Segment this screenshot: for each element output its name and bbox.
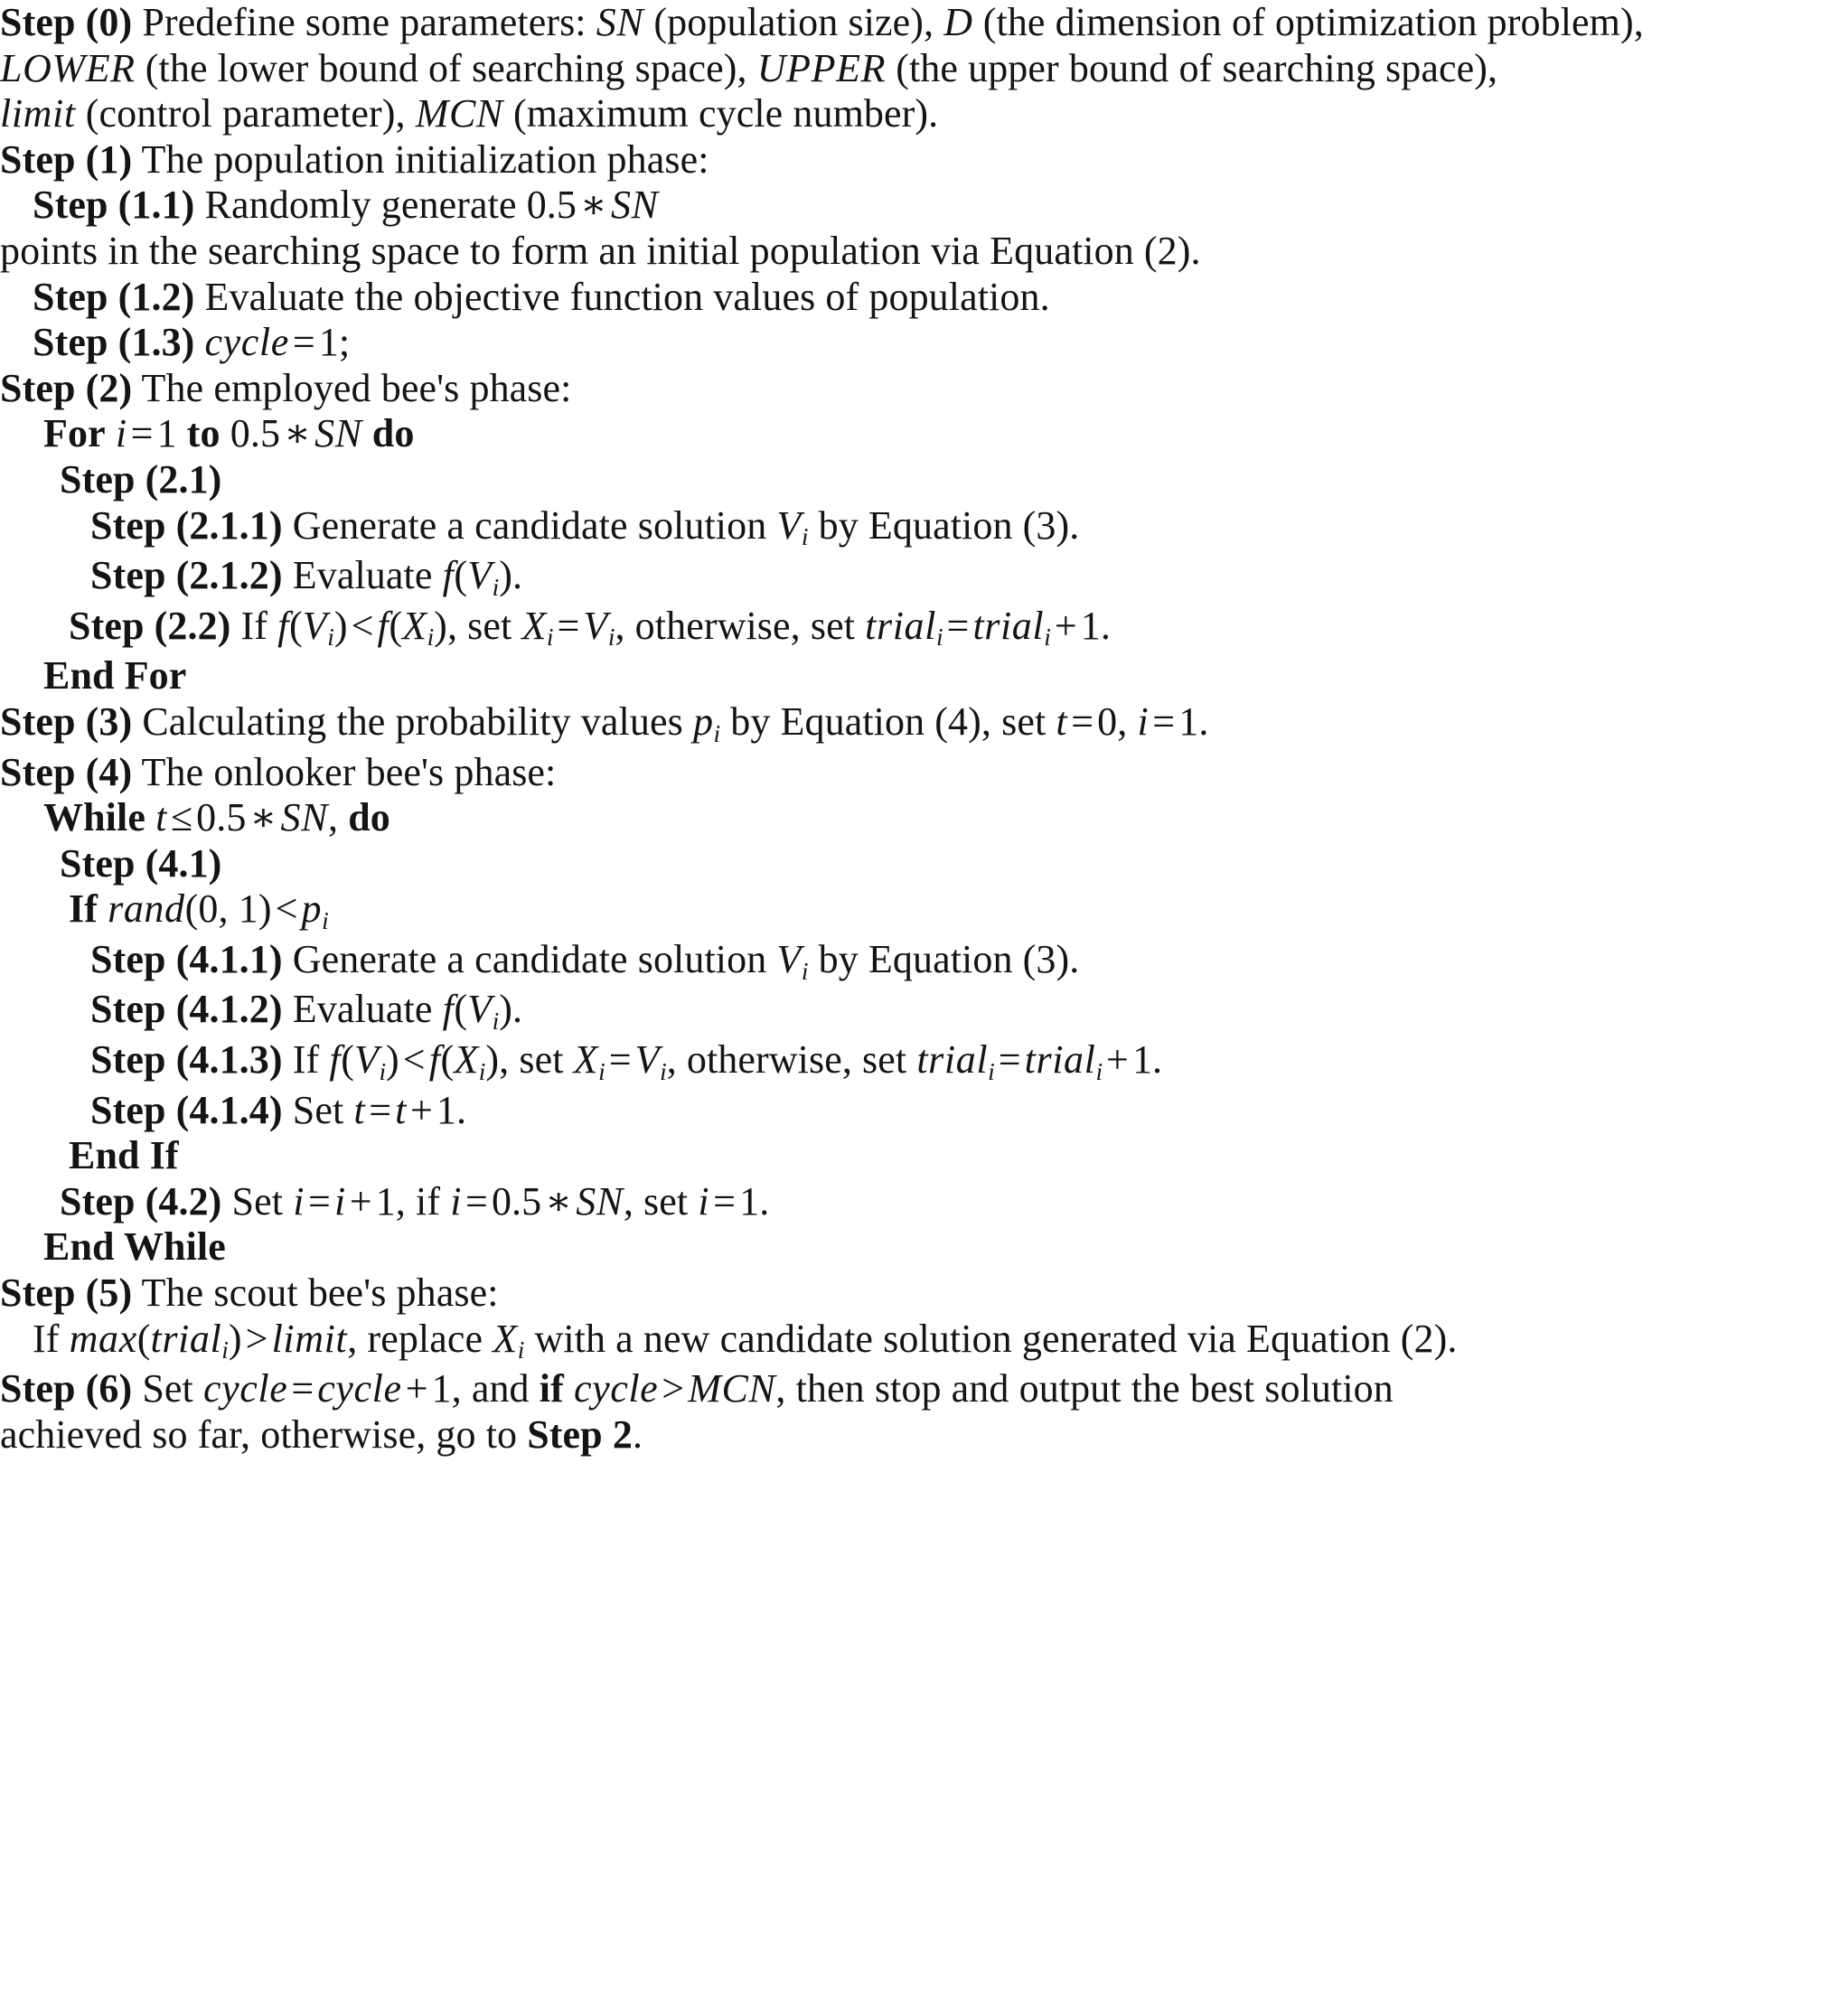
pseudocode-line-step-0-cont2 [0, 91, 1821, 137]
pseudocode-line-step-1-1: Step (1.1) Randomly generate 0.5∗SN [33, 183, 659, 228]
keyword-end-for: End For [43, 653, 187, 699]
expr-f-v-i: f [442, 553, 455, 598]
pseudocode-line-end-for [43, 653, 1821, 699]
text-and: , and [451, 1366, 530, 1411]
symbol-sn: SN [314, 411, 362, 456]
pseudocode-line-for-open: For i=1 to 0.5∗SN do [43, 411, 415, 456]
text-set: Set [292, 1087, 344, 1132]
line-text-pop: (population size), [653, 0, 934, 44]
symbol-sn: SN [611, 183, 659, 228]
text-set: Set [142, 1366, 193, 1411]
keyword-if: If [69, 886, 98, 932]
step-label: Step (6) [0, 1366, 133, 1411]
line-text-ctrl: (control parameter), [85, 91, 406, 136]
symbol-upper: UPPER [756, 45, 887, 90]
keyword-end-while: End While [43, 1224, 226, 1270]
step-label: Step (4.2) [60, 1178, 222, 1224]
text-otherwise: , otherwise, set [615, 603, 856, 648]
pseudocode-line-step-2-1-1 [90, 503, 1821, 554]
period: . [1152, 1037, 1163, 1083]
symbol-sn: SN [596, 0, 644, 44]
function-rand: rand [108, 886, 185, 932]
value-half: 0.5 [526, 183, 577, 228]
step-label: Step (2.2) [69, 603, 231, 648]
text-set: , set [499, 1037, 564, 1083]
step-label: Step (4.1.3) [90, 1037, 283, 1083]
keyword-if: If [33, 1316, 60, 1361]
keyword-while: While [43, 795, 145, 840]
function-max: max [69, 1316, 137, 1361]
line-text-upper: (the upper bound of searching space), [896, 45, 1498, 90]
step-label: Step (5) [0, 1271, 133, 1316]
line-text: Generate a candidate solution [292, 936, 767, 981]
line-text: The scout bee's phase: [141, 1271, 499, 1316]
pseudocode-line-step-6-cont [0, 1412, 1821, 1458]
symbol-limit: limit [0, 91, 76, 136]
pseudocode-line-if-open: If rand(0, $1)<p_i$ [69, 886, 329, 934]
line-text: Evaluate [292, 987, 433, 1032]
period: . [456, 1087, 467, 1132]
text-otherwise: , otherwise, set [666, 1037, 907, 1083]
line-text: Evaluate [292, 553, 433, 598]
pseudocode-line-step-0-cont1 [0, 46, 1821, 92]
symbol-mcn: MCN [415, 91, 503, 136]
pseudocode-line-step-6: Step (6) Set cycle=cycle+1, and if cycle>MCN, then stop and output the best solution [0, 1366, 1394, 1411]
text-then: , then stop and output the best solution [775, 1366, 1394, 1411]
symbol-t: t [155, 795, 167, 840]
keyword-if-lower: if [539, 1366, 564, 1411]
line-text-lower: (the lower bound of searching space), [145, 45, 747, 90]
pseudocode-line-while-open: While t≤0.5∗SN, do [43, 795, 390, 840]
pseudocode-line-step-1 [0, 137, 1821, 183]
reference-step-2: Step 2 [527, 1411, 633, 1457]
pseudocode-line-step-4-1-3: Step (4.1.3) If $f(V_i)<f(X_i)$, set $X_i=V_i$, otherwise, set trial$_i$=trial$_i$+1. [90, 1037, 1163, 1085]
step-label: Step (4) [0, 749, 133, 794]
pseudocode-line-step-4-1-2: Step (4.1.2) Evaluate $f(V_i)$. [90, 987, 523, 1036]
text-replace: , replace [347, 1316, 483, 1361]
pseudocode-line-step-3: Step (3) Calculating the probability values $p_i$ by Equation (4), set t=0, i=1. [0, 699, 1209, 747]
symbol-v-i: $V_i$ [776, 502, 809, 551]
period: . [1100, 603, 1111, 648]
step-label: Step (1.1) [33, 183, 195, 228]
pseudocode-line-end-while [43, 1224, 1821, 1271]
period: . [759, 1178, 770, 1224]
step-label: Step (1.3) [33, 320, 195, 365]
pseudocode-line-step-0 [0, 0, 1821, 46]
step-label: Step (4.1.4) [90, 1087, 283, 1132]
step-label: Step (4.1) [60, 840, 222, 886]
period: . [512, 987, 523, 1032]
line-text-end: by Equation (3). [818, 936, 1080, 981]
symbol-cycle: cycle [202, 1366, 288, 1411]
pseudocode-line-step-5 [0, 1271, 1821, 1317]
line-text-mcn: (maximum cycle number). [512, 91, 939, 136]
symbol-cycle: cycle [204, 320, 289, 365]
line-text: points in the searching space to form an initial population via Equation (2). [0, 228, 1201, 273]
step-label: Step (2.1.1) [90, 502, 283, 548]
period: . [1198, 699, 1209, 744]
line-text: The population initialization phase: [141, 136, 709, 182]
pseudocode-line-end-if [69, 1133, 1821, 1179]
keyword-end-if: End If [69, 1133, 179, 1178]
pseudocode-line-step-5-body: If max(trial$_i$)>limit, replace $X_i$ with a new candidate solution generated via Equation (2). [33, 1316, 1458, 1364]
pseudocode-line-step-4-2: Step (4.2) Set i=i+1, if i=0.5∗SN, set i=1. [60, 1178, 770, 1224]
step-label: Step (4.1.2) [90, 987, 283, 1032]
pseudocode-line-step-1-2 [33, 275, 1821, 321]
line-text: The employed bee's phase: [141, 365, 572, 410]
line-text-end: by Equation (3). [818, 502, 1080, 548]
keyword-if: If [292, 1037, 320, 1083]
pseudocode-line-step-2-1 [60, 457, 1821, 503]
keyword-do: do [348, 795, 390, 840]
pseudocode-line-step-1-1-cont [0, 229, 1821, 275]
text-achieved: achieved so far, otherwise, go to [0, 1411, 518, 1457]
step-label: Step (0) [0, 0, 133, 44]
period: . [512, 553, 523, 598]
step-label: Step (1) [0, 136, 133, 182]
semicolon: ; [338, 320, 351, 365]
symbol-i: i [115, 411, 127, 456]
period: . [632, 1411, 643, 1457]
pseudocode-line-step-2-2: Step (2.2) If $f(V_i)<f(X_i)$, set $X_i=V_i$, otherwise, set trial$_i$=trial$_i$+1. [69, 603, 1111, 652]
keyword-if: If [240, 603, 268, 648]
text-set: , set [446, 603, 512, 648]
pseudocode-line-step-4-1 [60, 841, 1821, 887]
symbol-lower: LOWER [0, 45, 136, 90]
step-label: Step (2.1) [60, 456, 222, 502]
line-text-dim: (the dimension of optimization problem), [982, 0, 1644, 44]
keyword-do: do [371, 411, 415, 456]
pseudocode-line-step-4 [0, 750, 1821, 796]
line-text: Randomly generate [204, 183, 517, 228]
text-set: Set [231, 1178, 284, 1224]
symbol-limit: limit [271, 1316, 348, 1361]
step-label: Step (3) [0, 699, 133, 744]
text-seti: , set [623, 1178, 689, 1224]
text-with: with a new candidate solution generated via Equation (2). [534, 1316, 1458, 1361]
symbol-mcn: MCN [688, 1366, 776, 1411]
text-if: , if [395, 1178, 441, 1224]
symbol-p-i: $p_i$ [692, 699, 721, 747]
line-text: Predefine some parameters: [142, 0, 587, 44]
step-label: Step (4.1.1) [90, 936, 283, 981]
step-label: Step (1.2) [33, 274, 195, 319]
step-label: Step (2.1.2) [90, 553, 283, 598]
keyword-for: For [43, 411, 106, 456]
line-text: Evaluate the objective function values of population. [204, 274, 1050, 319]
line-text: Calculating the probability values [142, 699, 683, 744]
pseudocode-line-step-2 [0, 366, 1821, 412]
pseudocode-line-step-4-1-1: Step (4.1.1) Generate a candidate solution $V_i$ by Equation (3). [90, 936, 1080, 985]
line-text: The onlooker bee's phase: [141, 749, 557, 794]
pseudocode-line-step-1-3: Step (1.3) cycle=1; [33, 320, 351, 365]
symbol-d: D [943, 0, 973, 44]
step-label: Step (2) [0, 365, 133, 410]
line-text: Generate a candidate solution [292, 502, 767, 548]
keyword-to: to [186, 411, 221, 456]
line-text-b: by Equation (4), set [730, 699, 1047, 744]
pseudocode-line-step-4-1-4: Step (4.1.4) Set t=t+1. [90, 1087, 467, 1132]
pseudocode-line-step-2-1-2: Step (2.1.2) Evaluate $f(V_i)$. [90, 553, 523, 601]
